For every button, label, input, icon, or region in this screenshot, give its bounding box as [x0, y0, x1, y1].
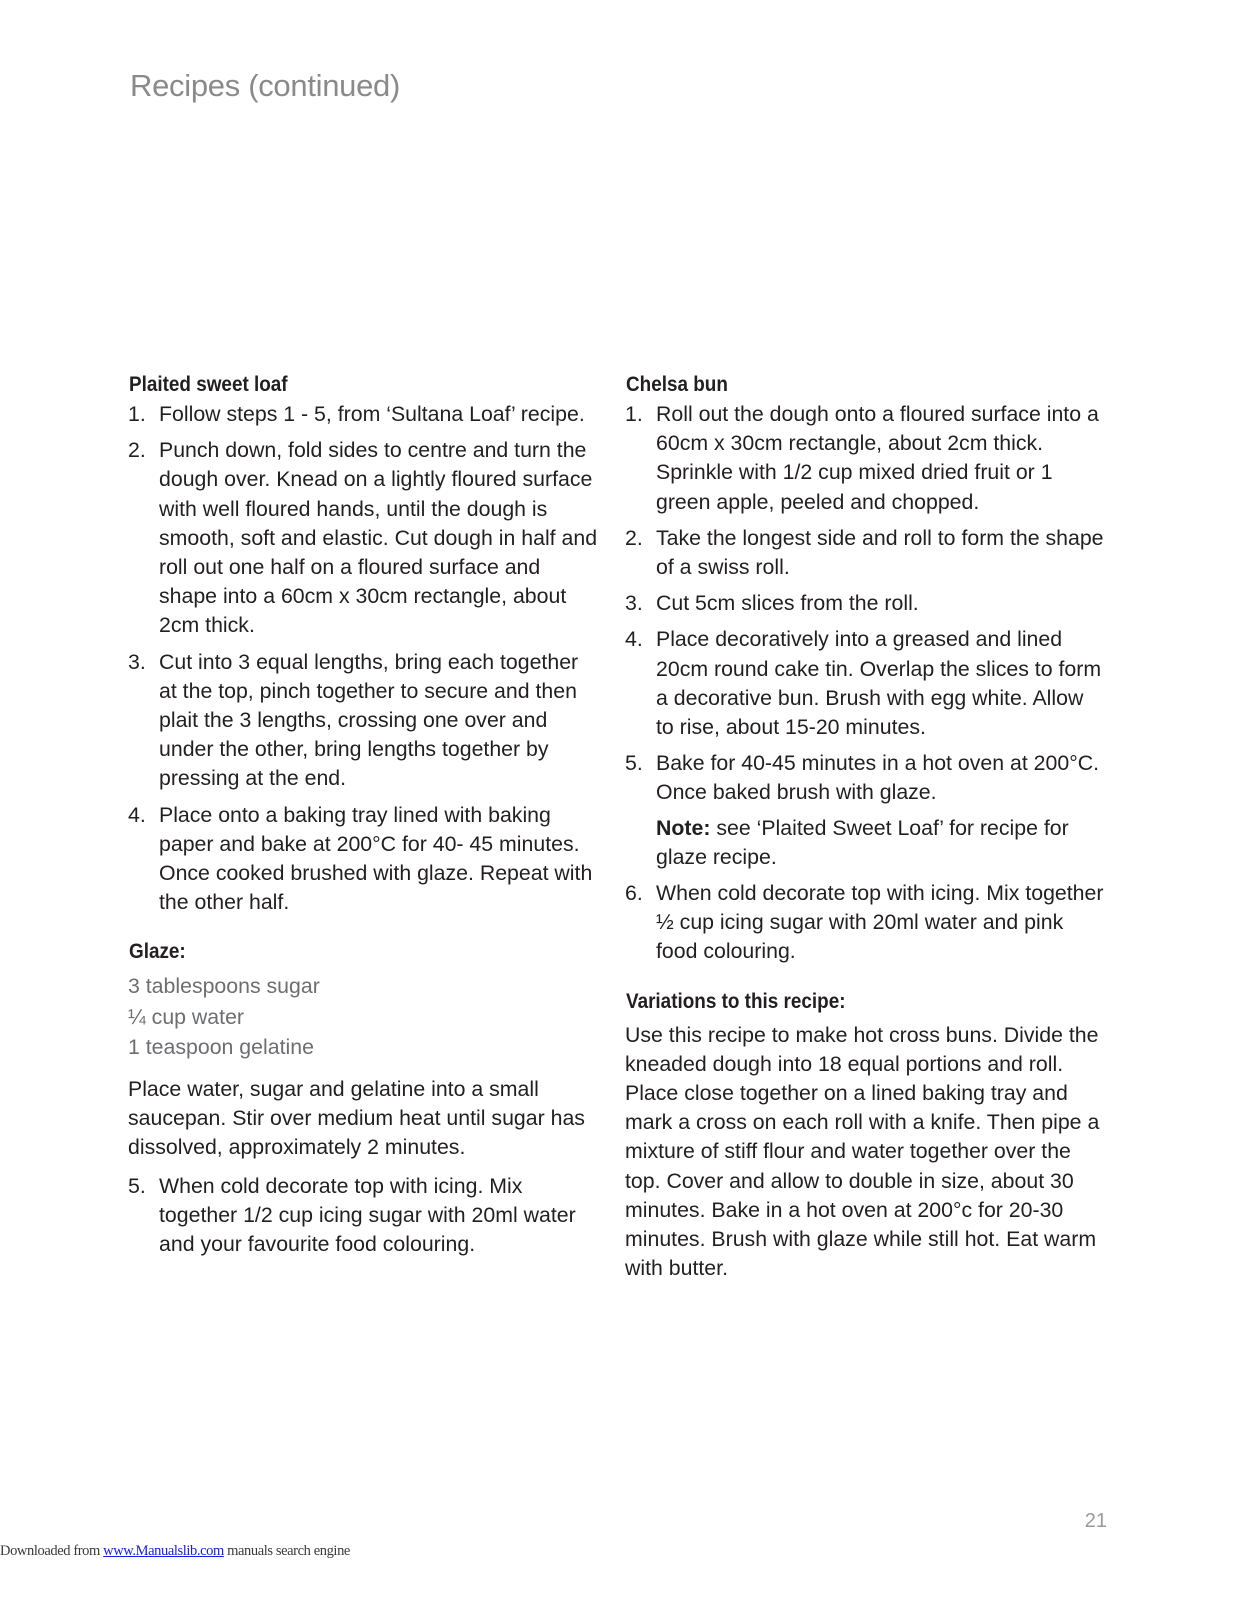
- step-item: [128, 400, 598, 429]
- variations-text: Use this recipe to make hot cross buns. Divide the kneaded dough into 18 equal portions and roll. Place close together on a lined baking tray and mark a cross on each roll with a knife. Then pipe a mixture of stiff flour and water together over the top. Cover and allow to double in size, about 30 minutes. Bake in a hot oven at 200°c for 20-30 minutes. Brush with glaze while still hot. Eat warm with butter.: [625, 1022, 1100, 1281]
- step-number: 2.: [128, 438, 146, 463]
- step-list: [128, 400, 598, 917]
- plaited-sweet-loaf-column: [128, 370, 598, 1266]
- step-number: 5.: [128, 1173, 146, 1198]
- step-number: 4.: [128, 802, 146, 827]
- step-list: [625, 400, 1105, 967]
- step-text: Place decoratively into a greased and lined 20cm round cake tin. Overlap the slices to form a decorative bun. Brush with egg white. Allow to rise, about 15-20 minutes.: [656, 627, 1102, 740]
- step-text: Follow steps 1 - 5, from ‘Sultana Loaf’ recipe.: [159, 402, 585, 426]
- step-item: [128, 436, 598, 640]
- variations-heading: Variations to this recipe:: [626, 989, 846, 1013]
- step-note: [656, 814, 1105, 872]
- step-number: 2.: [625, 525, 643, 550]
- manualslib-link[interactable]: www.Manualslib.com: [103, 1543, 224, 1559]
- step-item: [128, 648, 598, 794]
- step-number: 3.: [128, 649, 146, 674]
- step-list: [128, 1172, 598, 1260]
- step-text: Take the longest side and roll to form the shape of a swiss roll.: [656, 525, 1104, 580]
- step-number: 4.: [625, 627, 643, 652]
- footer-suffix: manuals search engine: [223, 1543, 350, 1559]
- step-number: 6.: [625, 881, 643, 906]
- glaze-heading: Glaze:: [129, 940, 186, 964]
- step-item: [625, 625, 1105, 742]
- step-number: 1.: [625, 402, 643, 426]
- step-text: When cold decorate top with icing. Mix together ½ cup icing sugar with 20ml water and pink food colouring.: [656, 881, 1104, 964]
- step-text: Place onto a baking tray lined with baking paper and bake at 200°C for 40- 45 minutes. Once cooked brushed with glaze. Repeat with the other half.: [159, 802, 593, 915]
- note-text: see ‘Plaited Sweet Loaf’ for recipe for glaze recipe.: [656, 815, 1069, 869]
- page-title: Recipes (continued): [130, 68, 401, 103]
- ingredient-item: 3 tablespoons sugar: [128, 974, 320, 999]
- step-text: Roll out the dough onto a floured surface into a 60cm x 30cm rectangle, about 2cm thick. Sprinkle with 1/2 cup mixed dried fruit or 1 green apple, peeled and chopped.: [656, 402, 1099, 514]
- step-number: 5.: [625, 751, 643, 776]
- step-text: When cold decorate top with icing. Mix together 1/2 cup icing sugar with 20ml water and your favourite food colouring.: [159, 1173, 576, 1256]
- glaze-ingredients: [128, 971, 598, 1063]
- chelsa-bun-column: [625, 370, 1105, 1292]
- note-label: Note:: [656, 815, 711, 840]
- footer-prefix: Downloaded from: [0, 1543, 104, 1559]
- page-number: 21: [1084, 1510, 1107, 1532]
- step-item: [625, 749, 1105, 872]
- step-item: [128, 801, 598, 918]
- ingredient-item: 1 teaspoon gelatine: [128, 1035, 314, 1060]
- recipe-heading: Plaited sweet loaf: [129, 373, 288, 396]
- step-text: Bake for 40-45 minutes in a hot oven at 200°C. Once baked brush with glaze.: [656, 751, 1100, 805]
- step-number: 1.: [128, 402, 146, 426]
- step-item: [625, 524, 1105, 582]
- step-number: 3.: [625, 591, 643, 616]
- step-item: [625, 879, 1105, 967]
- step-item: [625, 400, 1105, 517]
- recipe-heading: Chelsa bun: [626, 373, 728, 396]
- step-item: [128, 1172, 598, 1260]
- step-text: Punch down, fold sides to centre and turn the dough over. Knead on a lightly floured surface with well floured hands, until the dough is smooth, soft and elastic. Cut dough in half and roll out one half on a floured surface and shape into a 60cm x 30cm rectangle, about 2cm thick.: [159, 438, 598, 638]
- download-footer: [0, 1543, 350, 1560]
- step-text: Cut into 3 equal lengths, bring each together at the top, pinch together to secure and then plait the 3 lengths, crossing one over and under the other, bring lengths together by pressing at the end.: [159, 649, 579, 791]
- step-text: Cut 5cm slices from the roll.: [656, 591, 919, 616]
- step-item: [625, 589, 1105, 618]
- glaze-method: Place water, sugar and gelatine into a small saucepan. Stir over medium heat until sugar has dissolved, approximately 2 minutes.: [128, 1076, 585, 1160]
- ingredient-item: ¼ cup water: [128, 1004, 245, 1029]
